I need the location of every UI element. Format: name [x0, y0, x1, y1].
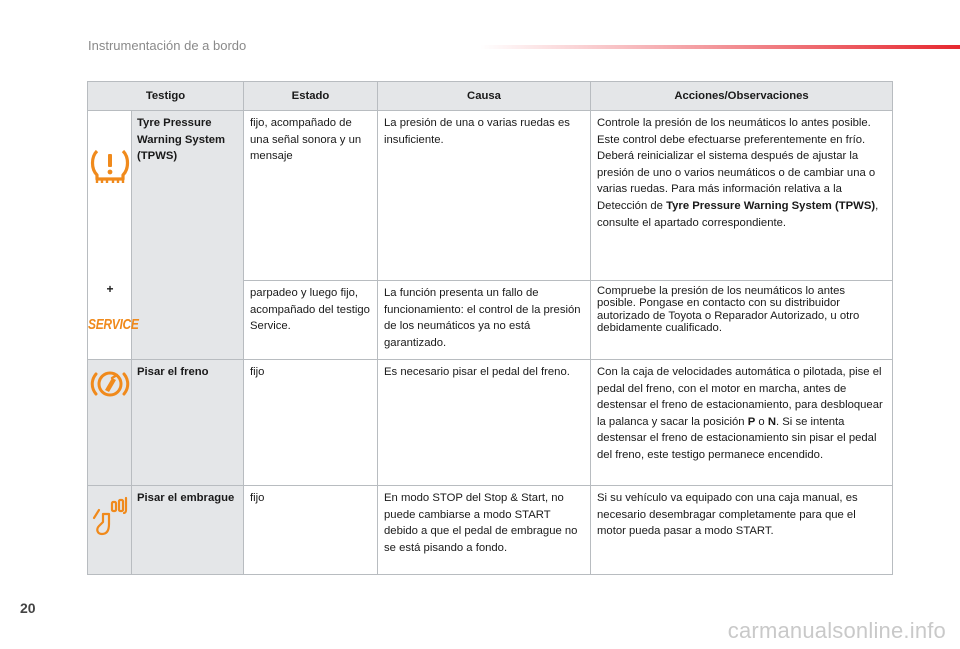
- tpws-acciones-bold: Tyre Pressure Warning System (TPWS): [666, 199, 876, 212]
- clutch-acciones: Si su vehículo va equipado con una caja manual, es necesario desembragar completamente para que el motor pueda pasar a modo START.: [591, 486, 893, 575]
- brake-icon-cell: [88, 360, 132, 486]
- brake-causa: Es necesario pisar el pedal del freno.: [378, 360, 591, 486]
- tpws-acciones-tail: , consulte el apartado correspondiente.: [597, 199, 879, 229]
- clutch-estado: fijo: [244, 486, 378, 575]
- column-header-acciones: Acciones/Observaciones: [591, 82, 893, 111]
- brake-acciones: [591, 360, 893, 486]
- tyre-pressure-warning-icon: [88, 145, 132, 187]
- clutch-causa: En modo STOP del Stop & Start, no puede cambiarse a modo START debido a que el pedal de embrague no se está pisando a fondo.: [378, 486, 591, 575]
- tpws-acciones-blinking: Compruebe la presión de los neumáticos lo antes posible. Pongase en contacto con su distribuidor autorizado de Toyota o Reparador Autorizado, u otro debidamente cualificado.: [591, 281, 893, 360]
- tpws-name: Tyre Pressure Warning System (TPWS): [132, 111, 244, 360]
- plus-sign: +: [106, 282, 114, 296]
- header-accent-bar: [480, 45, 960, 49]
- section-title: Instrumentación de a bordo: [88, 38, 247, 53]
- column-header-estado: Estado: [244, 82, 378, 111]
- brake-acciones-text: Con la caja de velocidades automática o pilotada, pise el pedal del freno, con el motor en marcha, antes de destensar el freno de estacionamiento, para desbloquear la palanca y sacar la posición: [597, 366, 883, 428]
- tpws-causa-fixed: La presión de una o varias ruedas es insuficiente.: [378, 111, 591, 281]
- brake-name: Pisar el freno: [132, 360, 244, 486]
- tpws-icon-cell: [88, 111, 139, 360]
- column-header-testigo: Testigo: [88, 82, 244, 111]
- table-row: [88, 486, 893, 575]
- table-row: [88, 360, 893, 486]
- clutch-icon-cell: [88, 486, 132, 575]
- service-icon: [88, 315, 139, 334]
- gear-position-p: P: [747, 415, 756, 428]
- brake-estado: fijo: [244, 360, 378, 486]
- warning-lights-table: [87, 81, 893, 575]
- tpws-estado-fixed: fijo, acompañado de una señal sonora y un mensaje: [244, 111, 378, 281]
- tpws-acciones-text: Controle la presión de los neumáticos lo antes posible. Este control debe efectuarse preferentemente en frío. Deberá reinicializar el sistema después de ajustar la presión de uno o varios neumáticos o de cambiar una o varias ruedas. Para más información relativa a la Detección de: [597, 117, 876, 212]
- tpws-causa-blinking: La función presenta un fallo de funcionamiento: el control de la presión de los neumáticos ya no está garantizado.: [378, 281, 591, 360]
- tpws-estado-blinking: parpadeo y luego fijo, acompañado del testigo Service.: [244, 281, 378, 360]
- brake-acciones-tail: . Si se intenta destensar el freno de estacionamiento sin pisar el pedal del freno, este testigo permanece encendido.: [597, 415, 877, 461]
- clutch-pedal-icon: [88, 494, 132, 538]
- gear-position-n: N: [767, 415, 776, 428]
- watermark: carmanualsonline.info: [727, 618, 946, 643]
- brake-acciones-or: o: [755, 415, 768, 428]
- page-number: 20: [20, 600, 36, 616]
- table-header-row: [88, 82, 893, 111]
- table-row: [88, 111, 893, 281]
- brake-pedal-warning-icon: [88, 364, 132, 404]
- service-icon-label: SERVICE: [88, 315, 139, 333]
- tpws-acciones-fixed: [591, 111, 893, 281]
- column-header-causa: Causa: [378, 82, 591, 111]
- clutch-name: Pisar el embrague: [132, 486, 244, 575]
